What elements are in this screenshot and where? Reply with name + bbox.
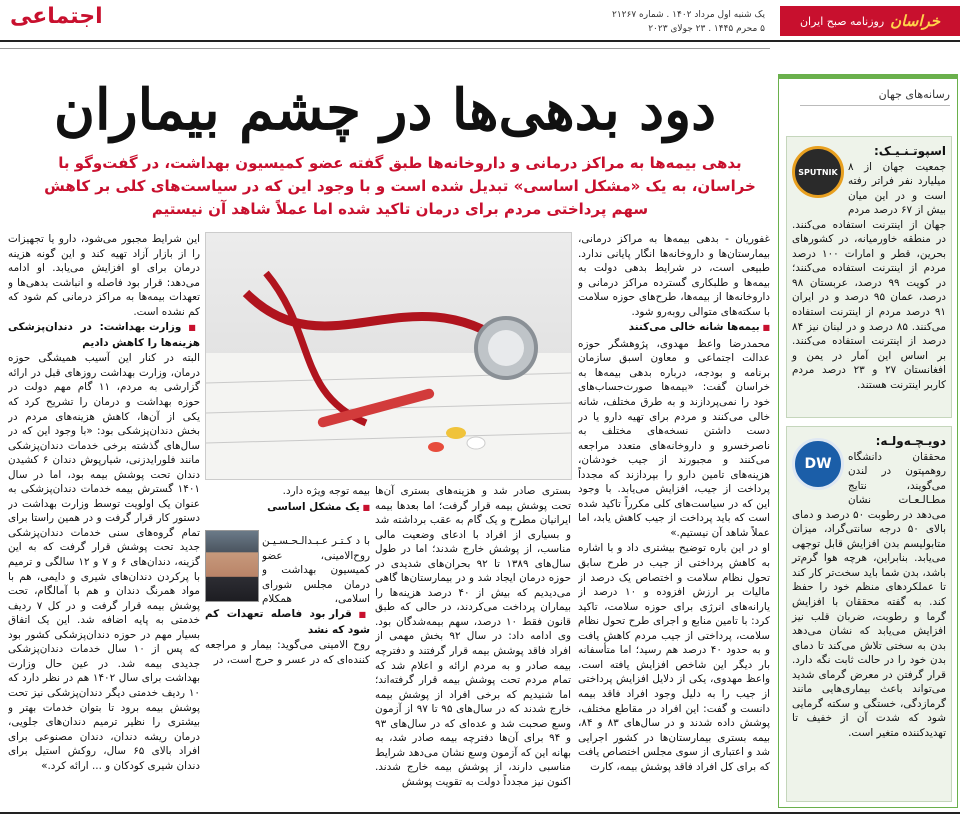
section-title: اجتماعی	[10, 4, 103, 29]
logo-subtitle: روزنامه صبح ایران	[799, 14, 885, 28]
paragraph: او در این باره توضیح بیشتری داد و با اشاره به کاهش پرداختی از جیب در طرح سابق تحول نظام سلامت و اختصاص یک درصد از مالیات بر ارزش افزوده و ۱۰ درصد از یارانه‌های انرژی برای حوزه سلامت، تاکید کرد: با تامین منابع و اجرای طرح تحول نظام سلامت، پرداختی از جیب مردم کاهش یافت و به حدود ۴۰ درصد هم رسید؛ اما متأسفانه بار دیگر این شاخص افزایش یافته است. واعظ مهدوی، یکی از دلایل افزایش پرداختی از جیب را به دلیل وجود افراد فاقد بیمه دانست و گفت: این افراد در مقاطع مختلف، پوشش داده شدند و در سال‌های ۸۳ و ۸۴، بیمه بستری بیمارستان‌ها در کشور اجرایی شد و اعتباری از سوی مجلس اختصاص یافت که برای کل افراد فاقد پوشش بیمه، کارت	[578, 542, 770, 773]
paragraph: غفوریان - بدهی بیمه‌ها به مراکز درمانی، بیمارستان‌ها و داروخانه‌ها انگار پایانی ندارد. طبیعی است، در شرایط بدهی دولت به بیمه‌ها و طلبکاری گسترده مراکز درمانی و داروخانه‌ها از بیمه‌ها، طرح‌های حوزه سلامت با سکته‌های متوالی روبه‌رو شود.	[578, 233, 770, 318]
article-column-3-lower	[205, 606, 370, 808]
paragraph: با د کـتـر عـبـدالـحـسـیـن روح‌الامینی، عضو کمیسیون بهداشت و درمان مجلس شورای اسلامی، همکلام	[262, 535, 370, 606]
dateline	[555, 8, 765, 36]
paragraph: این شرایط مجبور می‌شود، دارو یا تجهیزات را از بازار آزاد تهیه کند و این گونه هزینه درمان برای او افزایش می‌یابد. او ادامه می‌دهد: قرار بود فاصله و انباشت بدهی‌ها و تعهدات بیمه‌ها به مراکز درمانی کم شود که کم نشده است.	[8, 233, 200, 318]
lead-paragraph: بدهی بیمه‌ها به مراکز درمانی و داروخانه‌ها طبق گفته عضو کمیسیون بهداشت، در گفت‌وگو با خراسان، به یک «مشکل اساسی» تبدیل شده است و با وجود این که در سیاست‌های کلی بر کاهش سهم پرداختی مردم برای درمان تاکید شده اما عملاً شاهد آن نیستیم	[44, 154, 756, 218]
subheading: ■ وزارت بهداشت: در دندان‌پزشکی هزینه‌ها را کاهش دادیم	[8, 320, 200, 350]
date-line-2: ۵ محرم ۱۴۴۵ . ۲۳ جولای ۲۰۲۳	[648, 24, 765, 34]
subheading: ■ یک مشکل اساسی	[205, 500, 370, 516]
newspaper-logo[interactable]	[780, 6, 960, 36]
article-column-4	[8, 232, 200, 808]
source-name: اسپوتـنـیـک:	[873, 144, 946, 158]
paragraph: بستری صادر شد و هزینه‌های بستری آن‌ها تحت پوشش بیمه قرار گرفت؛ اما بعدها بیمه ایرانیان مطرح و یک گام به عقب برداشته شد و بسیاری از افراد با ادعای وضعیت مالی مناسب، از پوشش خارج شدند؛ اما در طول سال‌های ۱۳۸۹ تا ۹۲ بحران‌های شدیدی در حوزه درمان ایجاد شد و در بیمارستان‌ها گاهی می‌دیدیم که بیش از ۴۰ درصد هزینه‌ها را بیماران پرداخت می‌کردند، در حالی که طبق قانون فقط ۱۰ درصد، سهم بیمه‌شدگان بود. وی ادامه داد: در سال ۹۲ بخش مهمی از افراد فاقد پوشش بیمه قرار گرفتند و دفترچه بیمه صادر و به مردم ارائه و اعلام شد که تمام مردم تحت پوشش بیمه قرار گرفته‌اند؛ اما شنیدیم که برخی افراد از پوشش بیمه خارج شدند که در سال‌های ۹۵ تا ۹۷ از آزمون وسع صحبت شد و عده‌ای که در سال‌های ۹۳ و ۹۴ برای آن‌ها دفترچه بیمه صادر شد، به بهانه این که آزمون وسع نشان می‌دهد شرایط مناسبی دارند، از پوشش بیمه خارج شدند. اکنون نیز مجدداً دولت به تقویت پوشش	[375, 485, 571, 788]
paragraph: روح الامینی می‌گوید: بیمار و مراجعه کننده‌ای که در عسر و حرج است، در	[205, 639, 370, 666]
news-text: جمعیت جهان از ۸ میلیارد نفر فراتر رفته است و در این میان بیش از ۶۷ درصد مردم جهان از اینترنت استفاده می‌کنند. در منطقه خاورمیانه، در کشورهای بحرین، قطر و امارات ۱۰۰ درصد مردم از اینترنت استفاده می‌کنند؛ در کویت ۹۹ درصد، عربستان ۹۸ درصد، عمان ۹۵ درصد و در ایران ۹۱ درصد مردم از اینترنت استفاده می‌کنند. ۸۵ درصد و در لبنان نیز ۸۴ درصد از اینترنت استفاده می‌کنند. بر اساس این آمار در یمن و افغانستان ۲۷ و ۲۳ درصد مردم کاربر اینترنت هستند.	[792, 160, 947, 391]
sputnik-logo-icon: SPUTNIK	[792, 146, 844, 198]
source-name: دویـچـه‌ولـه:	[875, 434, 946, 448]
divider	[0, 48, 770, 49]
sidebar-item-text	[792, 144, 946, 414]
dw-logo-icon: DW	[792, 438, 844, 490]
date-line-1: یک شنبه اول مرداد ۱۴۰۲ . شماره ۲۱۲۶۷	[611, 10, 765, 20]
paragraph: بیمه توجه ویژه دارد.	[282, 485, 370, 497]
sidebar-title: رسانه‌های جهان	[800, 88, 950, 106]
subheading: ■ قرار بود فاصله تعهدات کم شود که نشد	[205, 607, 370, 637]
stethoscope-photo-icon	[206, 233, 572, 480]
logo-name: خراسان	[890, 12, 941, 30]
article-column-2	[375, 484, 571, 808]
portrait-photo	[205, 530, 259, 602]
news-text: محققان دانشگاه روهمپتون در لندن می‌گویند، نتایج مطـالـعـات نشان می‌دهد در رطوبت ۵۰ درصد و دمای بالای ۵۰ درجه سانتی‌گراد، میزان متابولیسم بدن افزایش قابل توجهی می‌یابد. بنابراین، هرچه هوا گرم‌تر باشد، بدن شما باید سخت‌تر کار کند تا عملکردهای منظم خود را حفظ کند. به گفته محققان با افزایش گرما و رطوبت، ضربان قلب نیز افزایش می‌یابد که نشان می‌دهد بدن به سختی تلاش می‌کند تا دمای بدن خود را در حالت ثابت نگه دارد. قرار گرفتن در معرض گرمای شدید می‌تواند باعث بیماری‌هایی مانند گرمازدگی، خستگی و سکته گرمایی شود که شدت آن از خفیف تا تهدیدکننده متغیر است.	[792, 450, 947, 739]
sidebar-item-text	[792, 434, 946, 796]
article-photo	[205, 232, 572, 480]
article-column-3-body	[262, 534, 370, 606]
subheading: ■ بیمه‌ها شانه خالی می‌کنند	[578, 320, 770, 336]
paragraph: البته در کنار این آسیب همیشگی حوزه درمان، وزارت بهداشت روزهای قبل در ارائه گزارشی به مردم، ۱۱ گام مهم دولت در حوزه بهداشت و درمان را تشریح کرد که یکی از آن‌ها، کاهش هزینه‌های مردم در بخش دندان‌پزشکی بود: «با وجود این که در سال‌های گذشته برخی خدمات دندان‌پزشکی مانند فلورایدزنی، شیارپوش دندان ۶ کشیدن دندان تحت پوشش بیمه بود، اما در سال ۱۴۰۱ گسترش بیمه خدمات دندان‌پزشکی به عنوان یک اولویت توسط وزارت بهداشت در دستور کار قرار گرفت و در همین راستا برای تمام گروه‌های سنی خدمات دندان‌پزشکی جدید تحت پوشش قرار گرفت که به این گزینه، دندان‌های ۶ و ۷ و ۱۲ سالگی و ترمیم با پرکردن دندان‌های شیری و دایمی، هم با مواد همرنگ دندان و هم با آمالگام، تحت پوشش بیمه قرار گرفت و در کل ۷ ردیف خدمتی به پایه اضافه شد. این یک اتفاق بسیار مهم در حوزه دندان‌پزشکی کشور بود که پس از ۱۰ سال خدمات دندان‌پزشکی جدیدی بیمه شد. در عین حال وزارت بهداشت برای سال ۱۴۰۲ هم در نظر دارد که ۱۰ ردیف خدمتی دیگر دندان‌پزشکی نیز تحت پوشش بیمه برود تا بتوان خدمات بهتر و بیشتری را نظیر ترمیم دندان‌های جلویی، درمان ریشه دندان، دندان مصنوعی برای افراد بالای ۶۵ سال، روکش استیل برای دندان شیری کودکان و ... ارائه کرد.»	[8, 352, 200, 772]
headline: دود بدهی‌ها در چشم بیماران	[53, 77, 717, 143]
divider	[0, 812, 960, 814]
article-column-3	[205, 484, 370, 530]
paragraph: محمدرضا واعظ مهدوی، پژوهشگر حوزه عدالت اجتماعی و معاون اسبق سازمان برنامه و بودجه، درباره بدهی بیمه‌ها به خراسان گفت: «بیمه‌ها صورت‌حساب‌های خود را نمی‌پردازند و به طرق مختلف، شانه خالی می‌کنند و مردم برای تهیه دارو یا در دست داشتن نسخه‌های مختلف به ناصرخسرو و داروخانه‌های متعدد مراجعه می‌کنند و مجبورند از جیب خودشان، هزینه‌های تامین دارو را بپردازند که مجدداً پرداخت از جیب، افزایش می‌یابد. با وجود این که در سیاست‌های کلی مکرراً تاکید شده است که باید پرداخت از جیب کاهش یابد، اما عملاً شاهد آن نیستیم.»	[578, 337, 770, 539]
article-column-1	[578, 232, 770, 808]
